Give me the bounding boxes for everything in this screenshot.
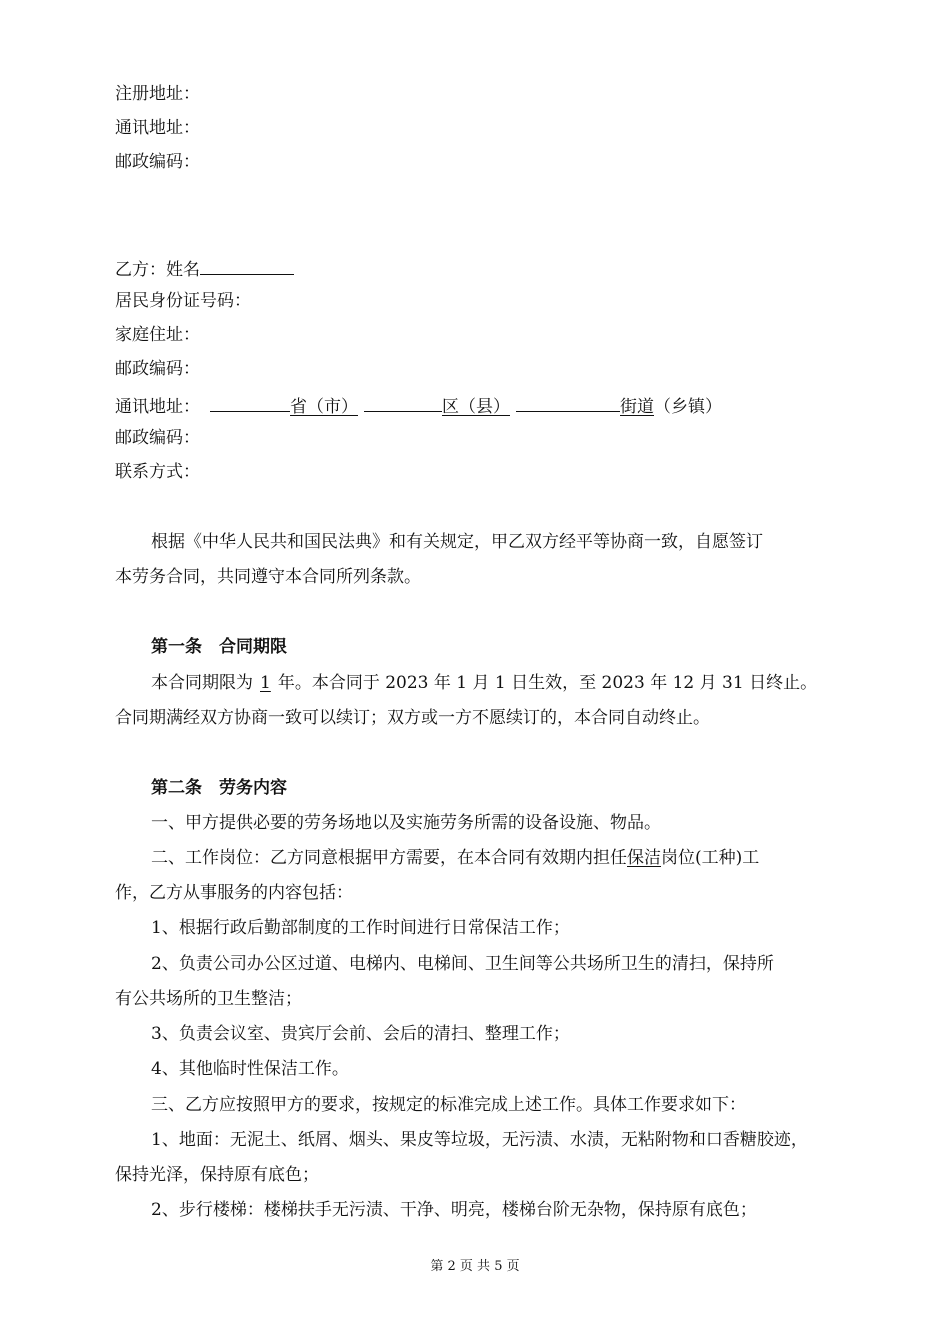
party-b-name-line [115, 256, 294, 281]
article-1-term-suffix: 年。本合同于 2023 年 1 月 1 日生效，至 2023 年 12 月 31 日终止。 [277, 673, 818, 693]
party-b-name-blank [200, 256, 294, 275]
requirement-item-continued: 保持光泽，保持原有底色； [115, 1165, 319, 1185]
party-b-mailing-address-label: 通讯地址： [115, 397, 200, 417]
article-2-number: 第二条 [151, 778, 202, 798]
party-b-contact: 联系方式： [115, 462, 200, 482]
article-2-heading [151, 777, 287, 799]
article-2-position-line [151, 847, 759, 869]
requirement-item: 2、步行楼梯：楼梯扶手无污渍、干净、明亮，楼梯台阶无杂物，保持原有底色； [151, 1200, 757, 1220]
article-1-term-prefix: 本合同期限为 [151, 673, 253, 693]
article-2-position-prefix: 二、工作岗位：乙方同意根据甲方需要，在本合同有效期内担任 [151, 848, 627, 868]
article-1-term-line [151, 672, 817, 694]
job-position: 保洁 [627, 848, 661, 868]
article-1-heading [151, 636, 287, 658]
duty-item: 2、负责公司办公区过道、电梯内、电梯间、卫生间等公共场所卫生的清扫，保持所 [151, 954, 774, 974]
party-b-id-number: 居民身份证号码： [115, 291, 251, 311]
party-a-registered-address: 注册地址： [115, 84, 200, 104]
duty-item: 1、根据行政后勤部制度的工作时间进行日常保洁工作； [151, 918, 570, 938]
article-2-position-suffix: 岗位(工种)工 [661, 848, 760, 868]
district-blank [364, 393, 442, 412]
town-label: （乡镇） [654, 397, 722, 417]
duty-item: 3、负责会议室、贵宾厅会前、会后的清扫、整理工作； [151, 1024, 570, 1044]
article-1-renewal-line: 合同期满经双方协商一致可以续订；双方或一方不愿续订的，本合同自动终止。 [115, 708, 710, 728]
province-blank [210, 393, 290, 412]
article-2-para-1: 一、甲方提供必要的劳务场地以及实施劳务所需的设备设施、物品。 [151, 813, 661, 833]
party-b-name-label: 乙方：姓名 [115, 260, 200, 280]
article-1-title: 合同期限 [219, 637, 287, 657]
contract-years: 1 [260, 673, 271, 693]
district-label: 区（县） [442, 397, 510, 417]
duty-item-continued: 有公共场所的卫生整洁； [115, 989, 302, 1009]
party-b-postcode: 邮政编码： [115, 359, 200, 379]
party-b-postcode-2: 邮政编码： [115, 428, 200, 448]
intro-line-2: 本劳务合同，共同遵守本合同所列条款。 [115, 567, 421, 587]
article-2-para-3: 三、乙方应按照甲方的要求，按规定的标准完成上述工作。具体工作要求如下： [151, 1095, 746, 1115]
requirement-item: 1、地面：无泥土、纸屑、烟头、果皮等垃圾，无污渍、水渍，无粘附物和口香糖胶迹， [151, 1130, 808, 1150]
street-blank [516, 393, 620, 412]
article-2-position-line-2: 作，乙方从事服务的内容包括： [115, 883, 353, 903]
party-b-home-address: 家庭住址： [115, 325, 200, 345]
party-a-mailing-address: 通讯地址： [115, 118, 200, 138]
party-b-mailing-address-line [115, 393, 722, 418]
province-label: 省（市） [290, 397, 358, 417]
article-2-title: 劳务内容 [219, 778, 287, 798]
street-label: 街道 [620, 397, 654, 417]
party-a-postcode: 邮政编码： [115, 152, 200, 172]
duty-item: 4、其他临时性保洁工作。 [151, 1059, 349, 1079]
article-1-number: 第一条 [151, 637, 202, 657]
page-footer: 第 2 页 共 5 页 [430, 1259, 520, 1274]
intro-line-1: 根据《中华人民共和国民法典》和有关规定，甲乙双方经平等协商一致，自愿签订 [151, 532, 763, 552]
